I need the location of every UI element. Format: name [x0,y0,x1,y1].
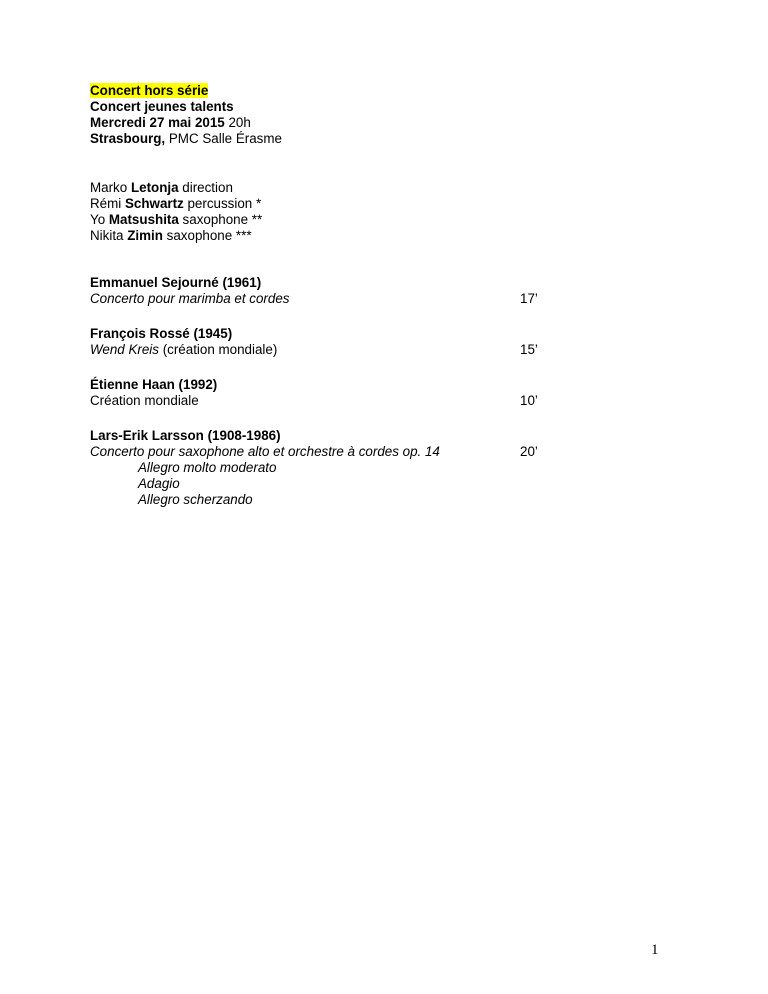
performer-last-name: Zimin [127,228,163,243]
program-list [90,275,590,527]
performer-last-name: Schwartz [124,196,184,211]
program-item [90,377,590,409]
performer-first-name: Nikita [90,228,128,243]
composer-name: Emmanuel Sejourné (1961) [90,275,262,290]
performer-line [90,228,262,244]
concert-title: Concert jeunes talents [90,99,234,114]
concert-header [90,83,282,147]
performer-last-name: Matsushita [108,212,179,227]
concert-date [90,115,282,131]
time-text: 20h [224,115,251,130]
performer-first-name: Yo [90,212,109,227]
performer-first-name: Marko [90,180,131,195]
program-item [90,428,590,508]
work-title: Concerto pour marimba et cordes [90,291,290,306]
movement-item: Adagio [138,476,180,491]
movement-list [90,460,590,508]
performer-line [90,196,262,212]
movement-item: Allegro molto moderato [138,460,277,475]
work-note: (création mondiale) [158,342,278,357]
work-title: Création mondiale [90,393,199,408]
program-item [90,275,590,307]
performer-line [90,180,262,196]
performers-list [90,180,262,244]
movement-item: Allegro scherzando [138,492,253,507]
work-title: Wend Kreis [90,342,159,357]
performer-role: direction [178,180,233,195]
performer-first-name: Rémi [90,196,125,211]
work-duration: 17’ [520,291,538,306]
program-item [90,326,590,358]
concert-location [90,131,282,147]
performer-role: saxophone ** [178,212,263,227]
work-title: Concerto pour saxophone alto et orchestre à cordes op. 14 [90,444,440,459]
performer-role: saxophone *** [162,228,252,243]
performer-line [90,212,262,228]
performer-role: percussion * [183,196,262,211]
date-text: Mercredi 27 mai 2015 [90,115,225,130]
series-label: Concert hors série [90,83,209,98]
work-line [90,342,590,358]
performer-last-name: Letonja [130,180,179,195]
work-duration: 15’ [520,342,538,357]
work-duration: 10’ [520,393,538,408]
composer-name: François Rossé (1945) [90,326,233,341]
composer-name: Lars-Erik Larsson (1908-1986) [90,428,281,443]
page-number: 1 [651,942,659,958]
work-duration: 20’ [520,444,538,459]
composer-name: Étienne Haan (1992) [90,377,218,392]
city-text: Strasbourg, [90,131,166,146]
venue-text: PMC Salle Érasme [165,131,282,146]
